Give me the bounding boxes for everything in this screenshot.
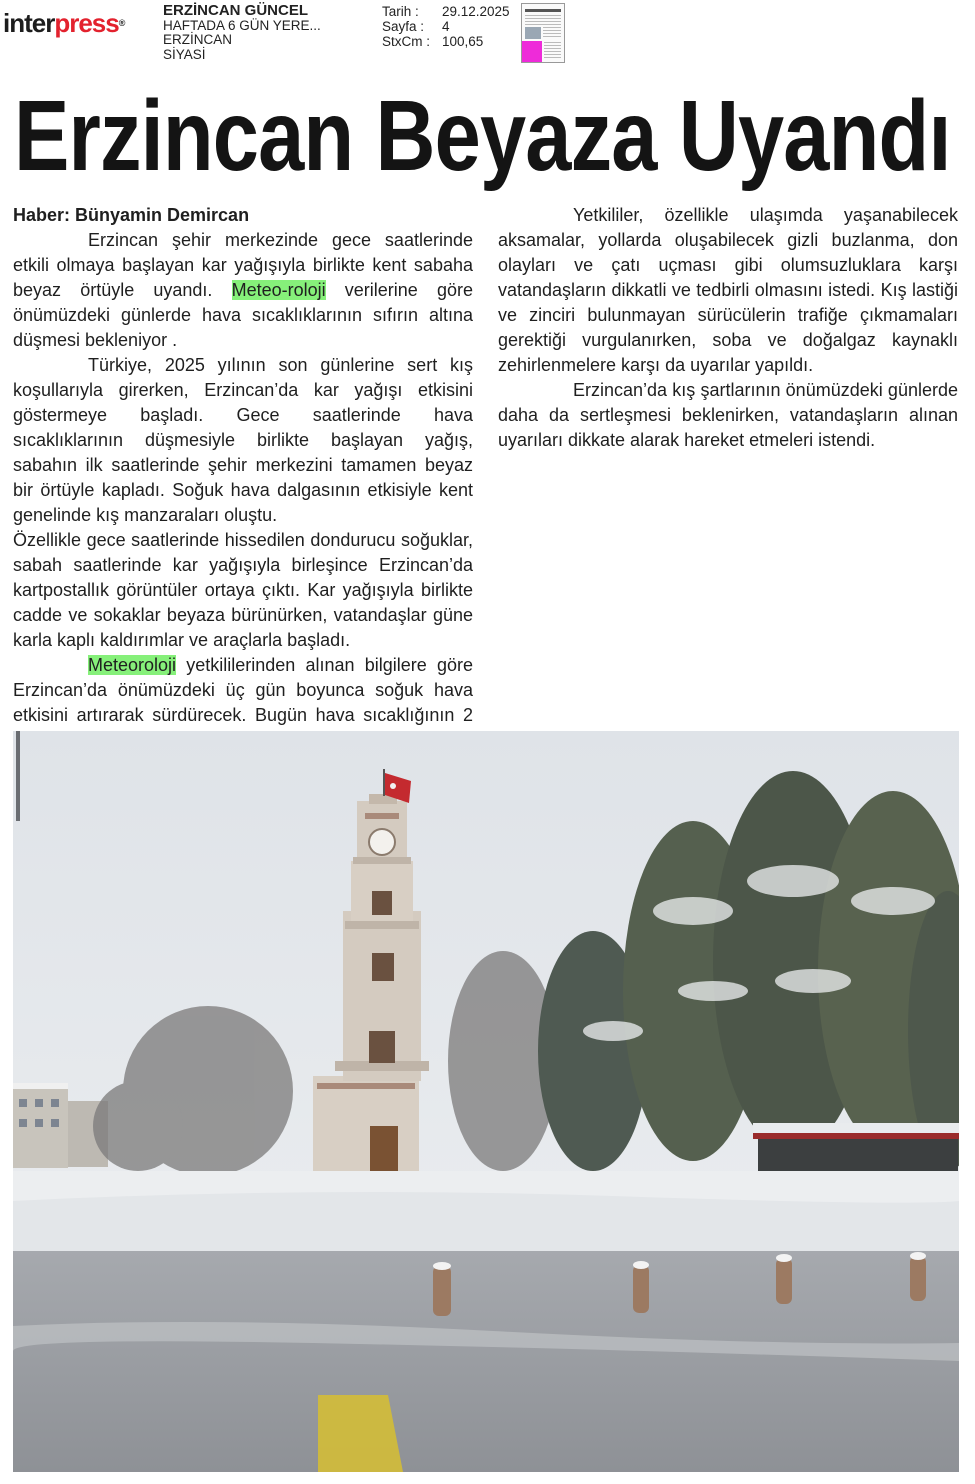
headline: Erzincan Beyaza Uyandı xyxy=(14,80,951,192)
road xyxy=(13,1251,959,1472)
stxcm-value: 100,65 xyxy=(442,34,484,49)
publication-frequency: HAFTADA 6 GÜN YERE... xyxy=(163,17,321,33)
page-value: 4 xyxy=(442,19,450,34)
article-photo xyxy=(13,731,959,1472)
publication-name: ERZİNCAN GÜNCEL xyxy=(163,2,308,19)
paragraph-2: Türkiye, 2025 yılının son günlerine sert kış koşullarıyla girerken, Erzincan’da kar yağışı etkisini göstermeye başladı. Gece saatlerinde hava sıcaklıklarının düşmesiyle birlikte başlayan yağış, sabahın ilk saatlerinde şehir merkezini tamamen beyaz bir örtüyle kapladı. Soğuk hava dalgasının etkisiyle kent genelinde kış manzaraları oluştu. xyxy=(13,355,473,525)
logo-inter: inter xyxy=(3,8,55,38)
clipping-meta xyxy=(382,4,510,49)
article-column-right xyxy=(498,203,958,453)
paragraph-1-text-b: verilerine göre önümüzdeki günlerde hava sıcaklıklarının sıfırın altına düşmesi bekleniyor . xyxy=(13,280,473,350)
keyword-highlight: Meteoroloji xyxy=(88,655,177,675)
publication-city: ERZİNCAN xyxy=(163,32,233,47)
crosswalk xyxy=(318,1395,403,1472)
paragraph-4-text: yetkililerinden alınan bilgilere göre Erzincan’da önümüzdeki üç gün boyunca soğuk hava etkisini artırarak sürdürecek. Bugün hava sıcaklığının 2 xyxy=(13,655,473,725)
interpress-logo xyxy=(3,6,124,40)
paragraph-3: Özellikle gece saatlerinde hissedilen dondurucu soğuklar, sabah saatlerinde kar yağışıyla birleşince Erzincan’da kartpostallık görüntüler ortaya çıktı. Kar yağışıyla birlikte cadde ve sokaklar beyaza bürünürken, vatandaşlar güne karla kaplı kaldırımlar ve araçlarla başladı. xyxy=(13,530,473,650)
page-thumbnail[interactable] xyxy=(521,3,565,63)
byline: Haber: Bünyamin Demircan xyxy=(13,205,250,225)
paragraph-5: Yetkililer, özellikle ulaşımda yaşanabilecek aksamalar, yollarda oluşabilecek gizli buzlanma, don olayları ve çatı uçması gibi olumsuzluklara karşı vatandaşların dikkatli ve tedbirli olmasını istedi. Kış lastiği ve zinciri bulunmayan sürücülerin trafiğe çıkmamaları gerektiği vurgulanırken, soba ve doğalgaz kaynaklı zehirlenmelere karşı da uyarılar yapıldı. xyxy=(498,205,958,375)
paragraph-1 xyxy=(13,228,473,353)
headline-block xyxy=(14,78,954,194)
publication-section: SİYASİ xyxy=(163,46,206,62)
paragraph-1-text-a: Erzincan şehir merkezinde gece saatlerinde etkili olmaya başlayan kar yağışıyla birlikte kent sabaha beyaz örtüyle uyandı. xyxy=(13,230,473,300)
date-label: Tarih : xyxy=(382,4,419,19)
keyword-highlight: Meteo-roloji xyxy=(231,280,326,300)
page-label: Sayfa : xyxy=(382,19,425,34)
logo-press: press xyxy=(54,8,119,38)
date-value: 29.12.2025 xyxy=(442,4,510,19)
publication-info xyxy=(163,4,321,62)
logo-registered: ® xyxy=(118,18,125,28)
stxcm-label: StxCm : xyxy=(382,34,431,49)
paragraph-6: Erzincan’da kış şartlarının önümüzdeki günlerde daha da sertleşmesi beklenirken, vatandaşların alınan uyarıları dikkate alarak hareket etmeleri istendi. xyxy=(498,380,958,450)
